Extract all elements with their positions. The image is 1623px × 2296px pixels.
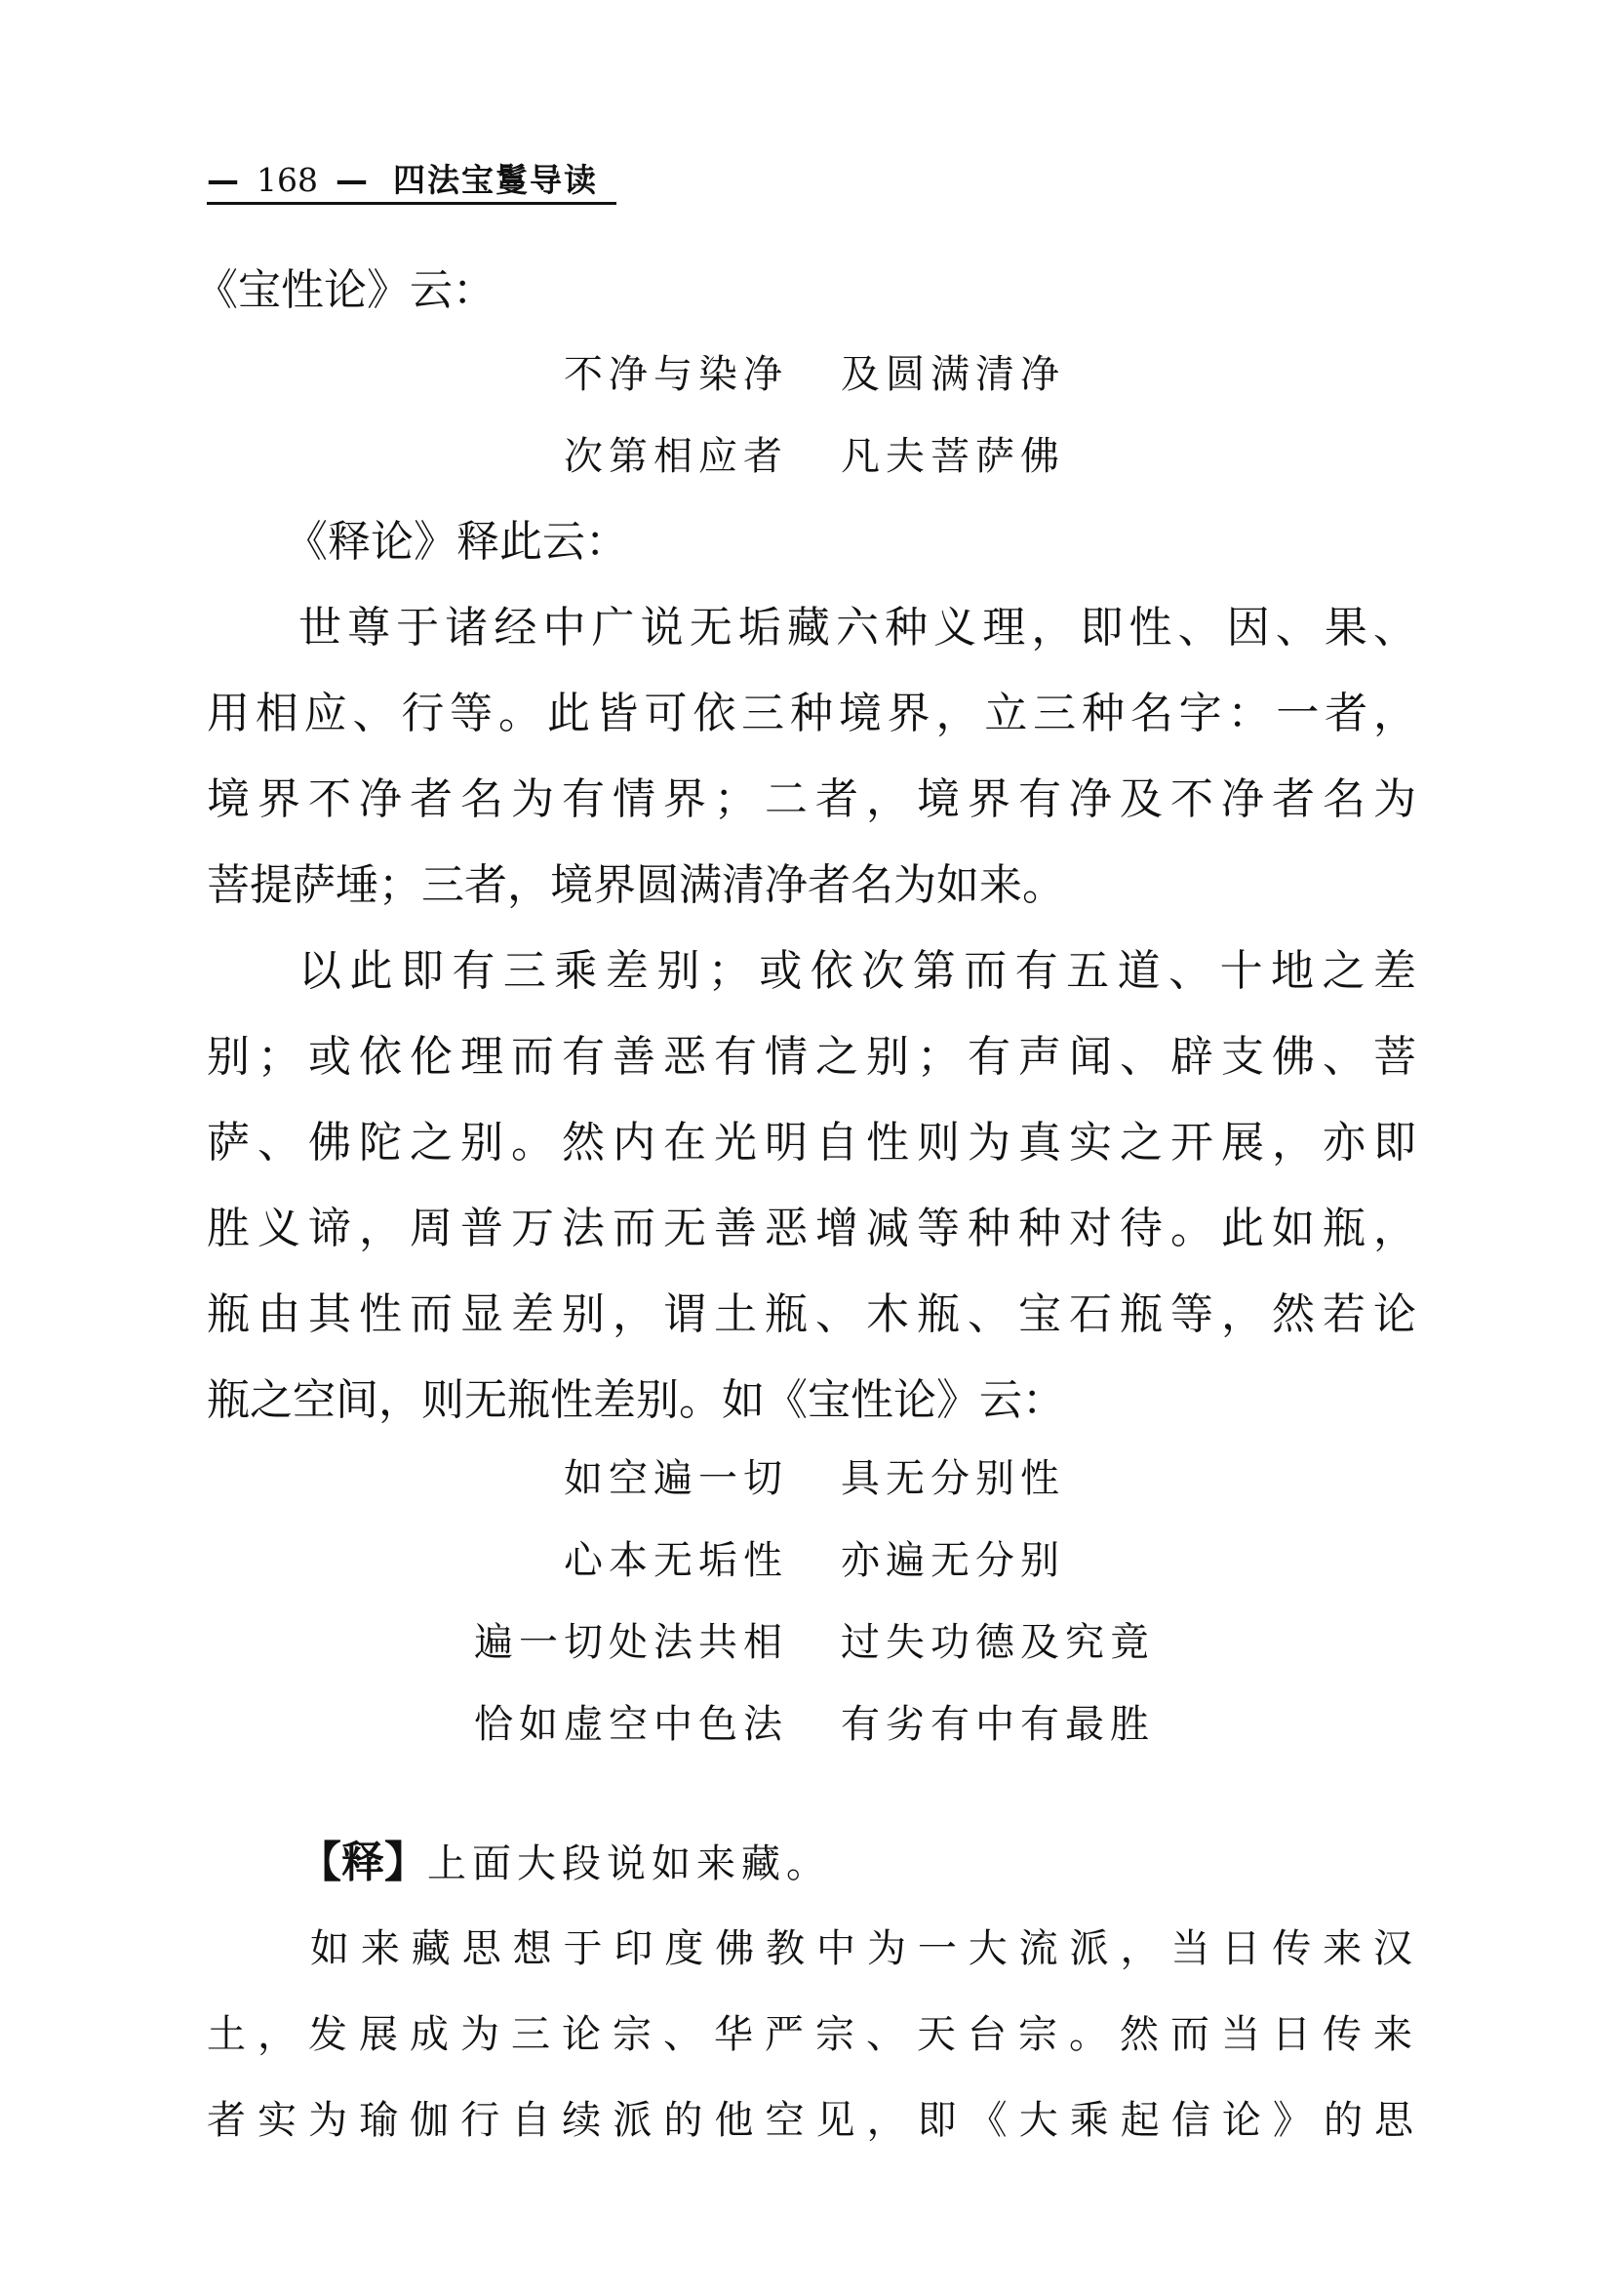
verse-right: 具无分别性 [841,1456,1065,1501]
verse-right: 过失功德及究竟 [841,1620,1155,1665]
commentary-label: 【释】 [298,1838,427,1887]
paragraph-line: 瓶由其性而显差别，谓土瓶、木瓶、宝石瓶等，然若论 [207,1289,1416,1339]
commentary-head: 上面大段说如来藏。 [427,1841,831,1886]
header-rule [207,202,616,205]
verse-line [0,1693,1623,1752]
commentary-heading [298,1834,831,1893]
verse-line [0,425,1623,484]
verse-right: 凡夫菩萨佛 [841,434,1065,479]
verse-left: 次第相应者 [564,434,788,479]
verse-left: 遍一切处法共相 [474,1620,788,1665]
running-header [207,156,598,205]
header-dash-left: — [207,161,239,199]
verse-line [0,343,1623,402]
verse-right: 及圆满清净 [841,352,1065,397]
paragraph-line: 境界不净者名为有情界；二者，境界有净及不净者名为 [207,774,1416,824]
paragraph-line: 如来藏思想于印度佛教中为一大流派，当日传来汉 [310,1926,1416,1971]
verse-line [0,1611,1623,1670]
verse-left: 不净与染净 [564,352,788,397]
verse-right: 亦遍无分别 [841,1538,1065,1583]
paragraph-line: 以此即有三乘差别；或依次第而有五道、十地之差 [298,946,1416,996]
paragraph-line: 者实为瑜伽行自续派的他空见，即《大乘起信论》的思 [207,2098,1416,2143]
paragraph-line: 别；或依伦理而有善恶有情之别；有声闻、辟支佛、菩 [207,1032,1416,1082]
paragraph-line: 世尊于诸经中广说无垢藏六种义理，即性、因、果、 [298,603,1416,653]
verse-left: 如空遍一切 [564,1456,788,1501]
header-dash-mid: — [336,161,368,199]
verse-left: 心本无垢性 [564,1538,788,1583]
paragraph-line: 用相应、行等。此皆可依三种境界，立三种名字：一者， [207,689,1416,738]
verse-left: 恰如虚空中色法 [474,1702,788,1747]
paragraph-line: 瓶之空间，则无瓶性差别。如《宝性论》云： [207,1375,1065,1425]
paragraph-line: 萨、佛陀之别。然内在光明自性则为真实之开展，亦即 [207,1118,1416,1168]
verse-line [0,1447,1623,1506]
intro-line: 《宝性论》云： [195,265,495,315]
paragraph-line: 胜义谛，周普万法而无善恶增减等种种对待。此如瓶， [207,1204,1416,1253]
verse-right: 有劣有中有最胜 [841,1702,1155,1747]
intro-line: 《释论》释此云： [285,517,628,567]
paragraph-line: 菩提萨埵；三者，境界圆满清净者名为如来。 [207,860,1065,910]
verse-line [0,1529,1623,1588]
paragraph-line: 土，发展成为三论宗、华严宗、天台宗。然而当日传来 [207,2012,1416,2057]
page-number: 168 [257,161,318,199]
book-title: 四法宝鬘导读 [393,161,598,199]
